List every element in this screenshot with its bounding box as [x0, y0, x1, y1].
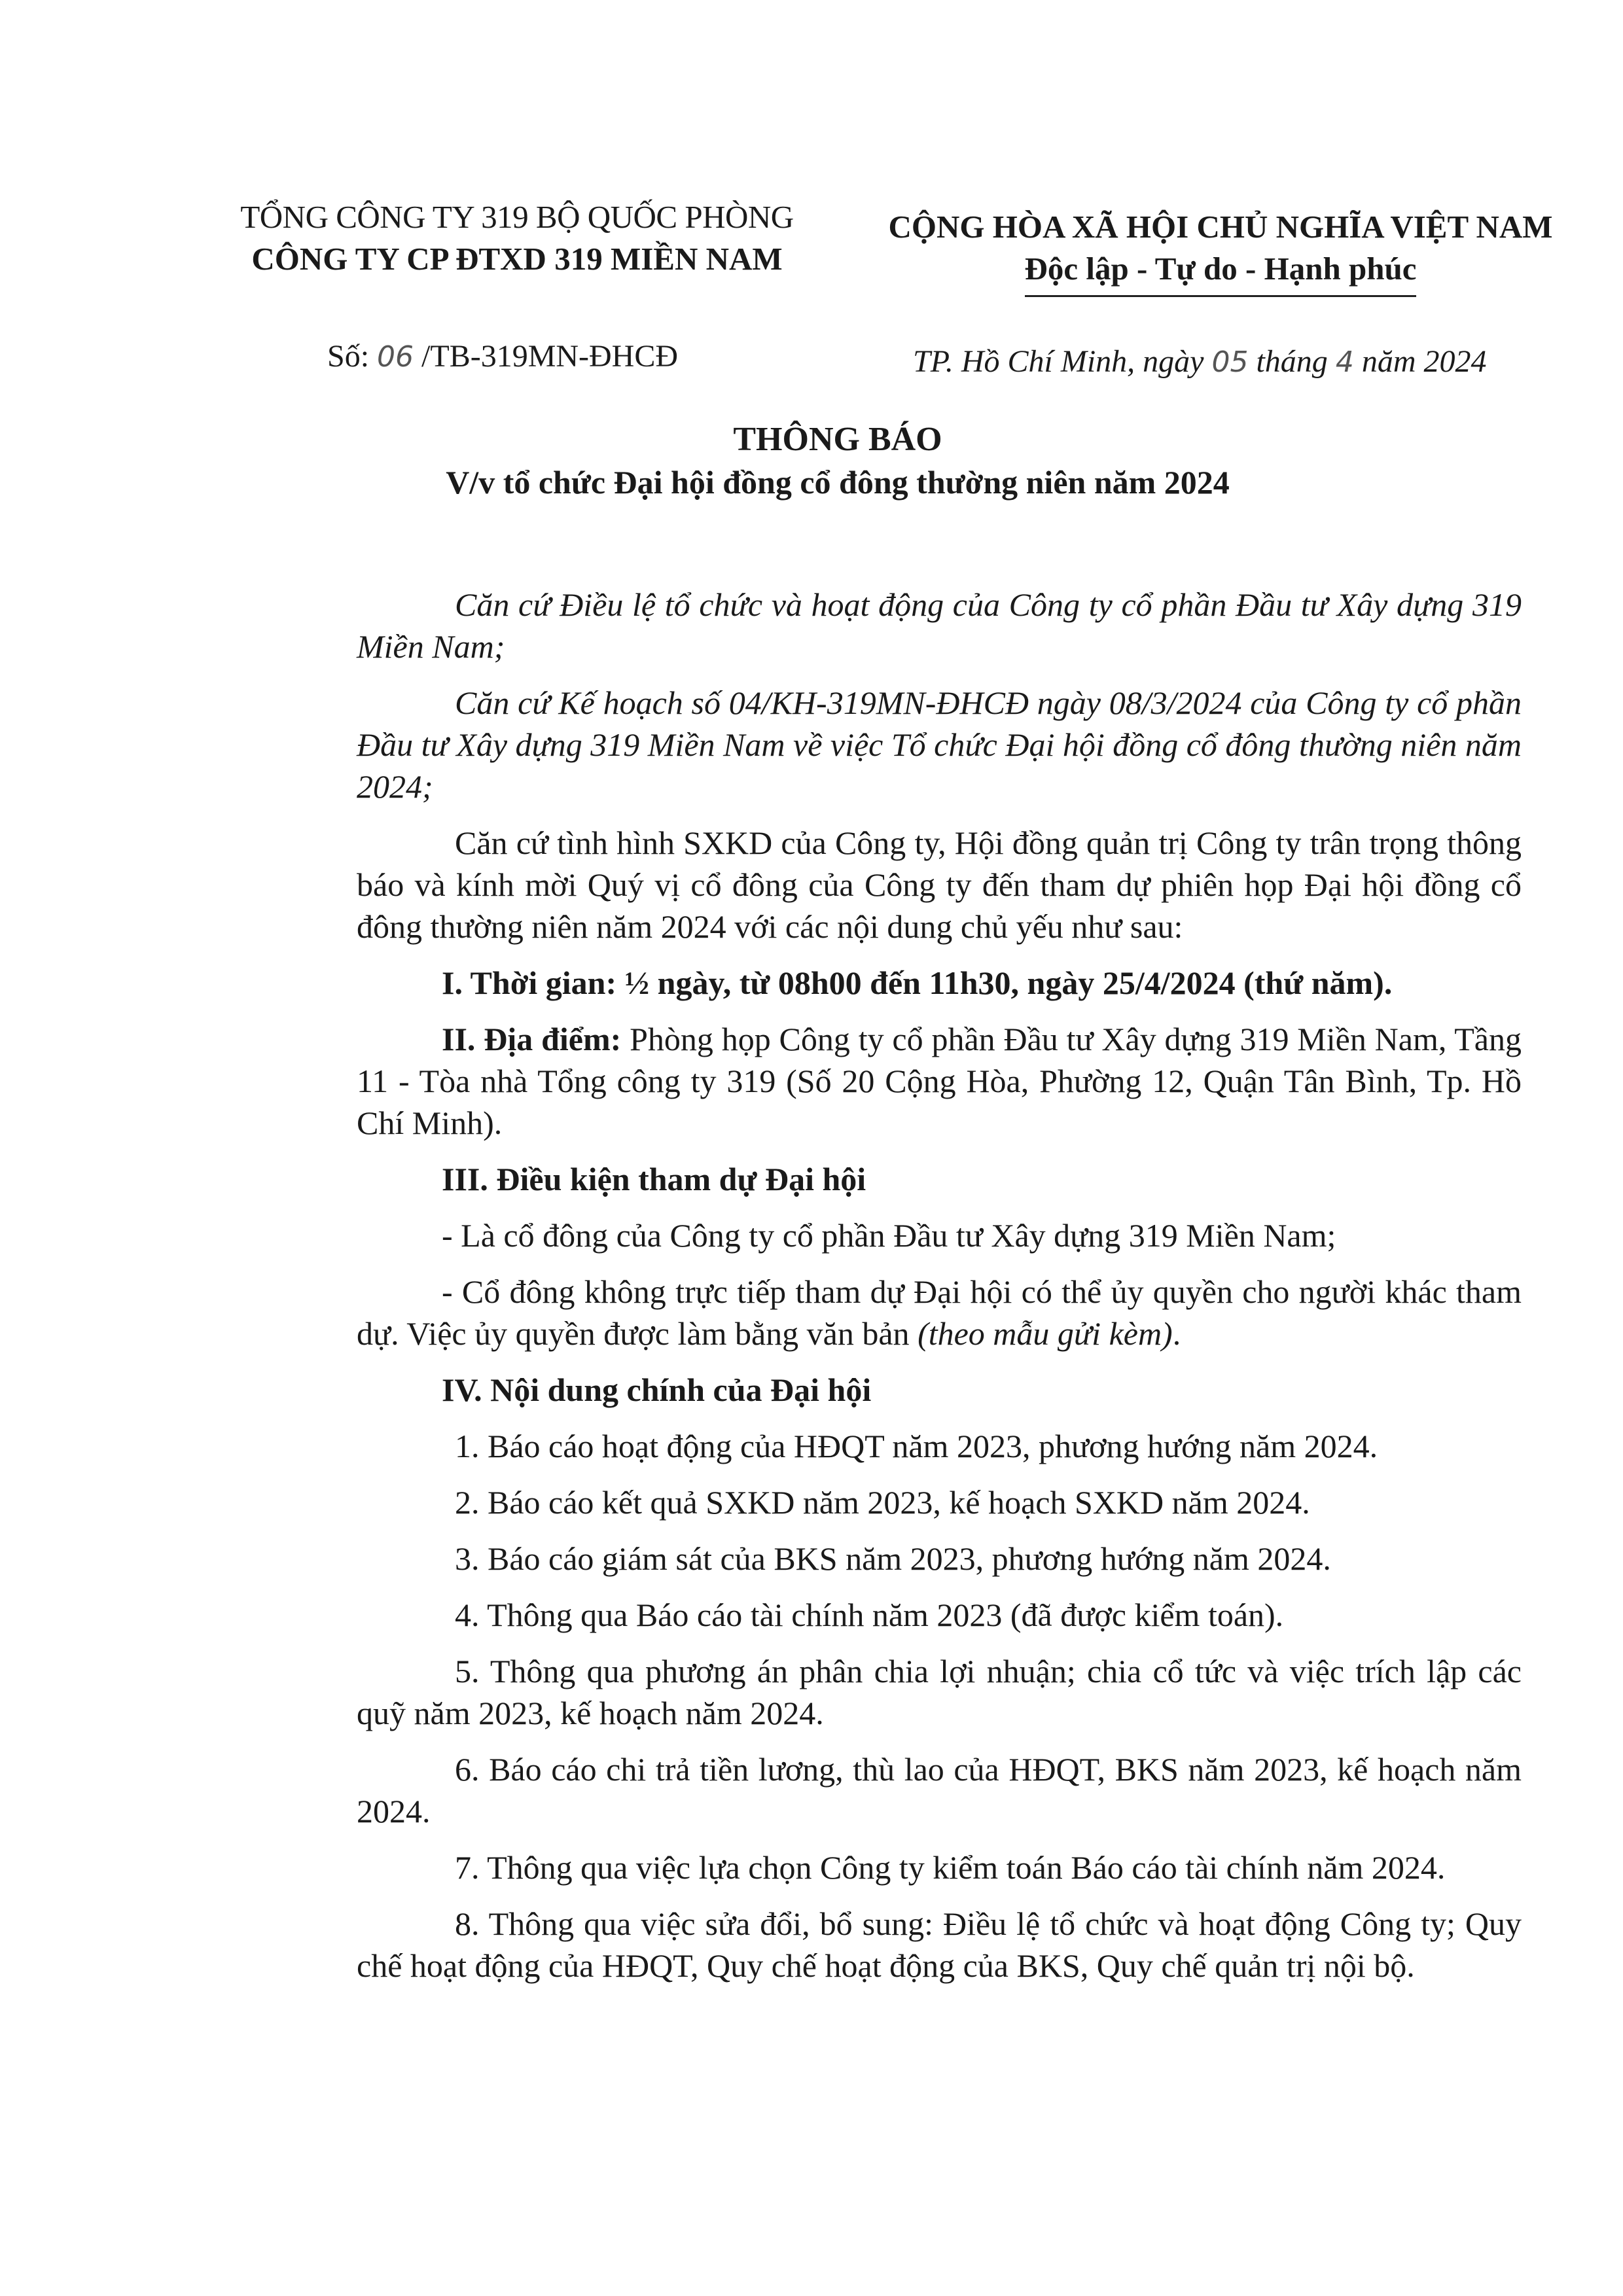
place-date-prefix: TP. Hồ Chí Minh, ngày [913, 344, 1204, 379]
document-subtitle [183, 461, 1492, 503]
agenda-item-3: 3. Báo cáo giám sát của BKS năm 2023, phương hướng năm 2024. [455, 1540, 1331, 1577]
handwritten-month: 4 [1335, 345, 1354, 379]
preamble-2: Căn cứ Kế hoạch số 04/KH-319MN-ĐHCĐ ngày 08/3/2024 của Công ty cổ phần Đầu tư Xây dựng 319 Miền Nam về việc Tổ chức Đại hội đồng cổ đông thường niên năm 2024; [357, 684, 1522, 805]
condition-item-2-note: (theo mẫu gửi kèm) [918, 1315, 1173, 1352]
section-time-label: I. Thời gian: [442, 964, 617, 1001]
document-body [357, 584, 1522, 2001]
country-name: CỘNG HÒA XÃ HỘI CHỦ NGHĨA VIỆT NAM [888, 209, 1553, 245]
condition-item-2-end: . [1172, 1315, 1181, 1352]
agenda-item-8: 8. Thông qua việc sửa đổi, bổ sung: Điều lệ tổ chức và hoạt động Công ty; Quy chế hoạt động của HĐQT, Quy chế hoạt động của BKS, Quy chế quản trị nội bộ. [357, 1905, 1522, 1984]
national-header [851, 206, 1590, 297]
section-agenda-heading: IV. Nội dung chính của Đại hội [442, 1371, 872, 1408]
national-motto: Độc lập - Tự do - Hạnh phúc [1025, 248, 1417, 297]
agenda-item-4: 4. Thông qua Báo cáo tài chính năm 2023 (đã được kiểm toán). [455, 1597, 1284, 1633]
agenda-item-2: 2. Báo cáo kết quả SXKD năm 2023, kế hoạch SXKD năm 2024. [455, 1484, 1310, 1521]
agenda-item-1: 1. Báo cáo hoạt động của HĐQT năm 2023, phương hướng năm 2024. [455, 1428, 1378, 1464]
section-time-text: ½ ngày, từ 08h00 đến 11h30, ngày 25/4/2024 (thứ năm). [616, 964, 1393, 1001]
handwritten-day: 05 [1211, 345, 1249, 379]
section-location-label: II. Địa điểm: [442, 1021, 622, 1057]
section-conditions-heading: III. Điều kiện tham dự Đại hội [442, 1161, 866, 1197]
document-number [327, 338, 678, 374]
company-name: CÔNG TY CP ĐTXD 319 MIỀN NAM [251, 241, 783, 277]
subtitle-text: V/v tổ chức Đại hội đồng cổ đông thường niên năm 2024 [446, 464, 1230, 501]
condition-item-2-text: - Cổ đông không trực tiếp tham dự Đại hội có thể ủy quyền cho người khác tham dự. Việc ủy quyền được làm bằng văn bản [357, 1273, 1522, 1352]
month-label: tháng [1256, 344, 1328, 379]
section-location [357, 1018, 1522, 1144]
organization-header [216, 196, 818, 280]
agenda-item-6: 6. Báo cáo chi trả tiền lương, thù lao của HĐQT, BKS năm 2023, kế hoạch năm 2024. [357, 1751, 1522, 1829]
intro-paragraph: Căn cứ tình hình SXKD của Công ty, Hội đồng quản trị Công ty trân trọng thông báo và kính mời Quý vị cổ đông của Công ty đến tham dự phiên họp Đại hội đồng cổ đông thường niên năm 2024 với các nội dung chủ yếu như sau: [357, 824, 1522, 945]
section-location-text: Phòng họp Công ty cổ phần Đầu tư Xây dựng 319 Miền Nam, Tầng 11 - Tòa nhà Tổng công ty 319 (Số 20 Cộng Hòa, Phường 12, Quận Tân Bình, Tp. Hồ Chí Minh). [357, 1021, 1522, 1141]
parent-organization: TỔNG CÔNG TY 319 BỘ QUỐC PHÒNG [240, 199, 794, 235]
preamble-1: Căn cứ Điều lệ tổ chức và hoạt động của Công ty cổ phần Đầu tư Xây dựng 319 Miền Nam; [357, 586, 1522, 665]
year-label: năm 2024 [1361, 344, 1487, 379]
section-time [357, 962, 1522, 1004]
agenda-item-5: 5. Thông qua phương án phân chia lợi nhuận; chia cổ tức và việc trích lập các quỹ năm 2023, kế hoạch năm 2024. [357, 1653, 1522, 1731]
number-prefix: Số: [327, 339, 370, 374]
condition-item-1: - Là cổ đông của Công ty cổ phần Đầu tư Xây dựng 319 Miền Nam; [442, 1217, 1336, 1254]
handwritten-number: 06 [377, 340, 414, 374]
agenda-item-7: 7. Thông qua việc lựa chọn Công ty kiểm toán Báo cáo tài chính năm 2024. [455, 1849, 1446, 1886]
number-code: /TB-319MN-ĐHCĐ [421, 339, 679, 374]
condition-item-2 [357, 1271, 1522, 1354]
document-title: THÔNG BÁO [733, 421, 942, 458]
place-date [913, 344, 1486, 380]
